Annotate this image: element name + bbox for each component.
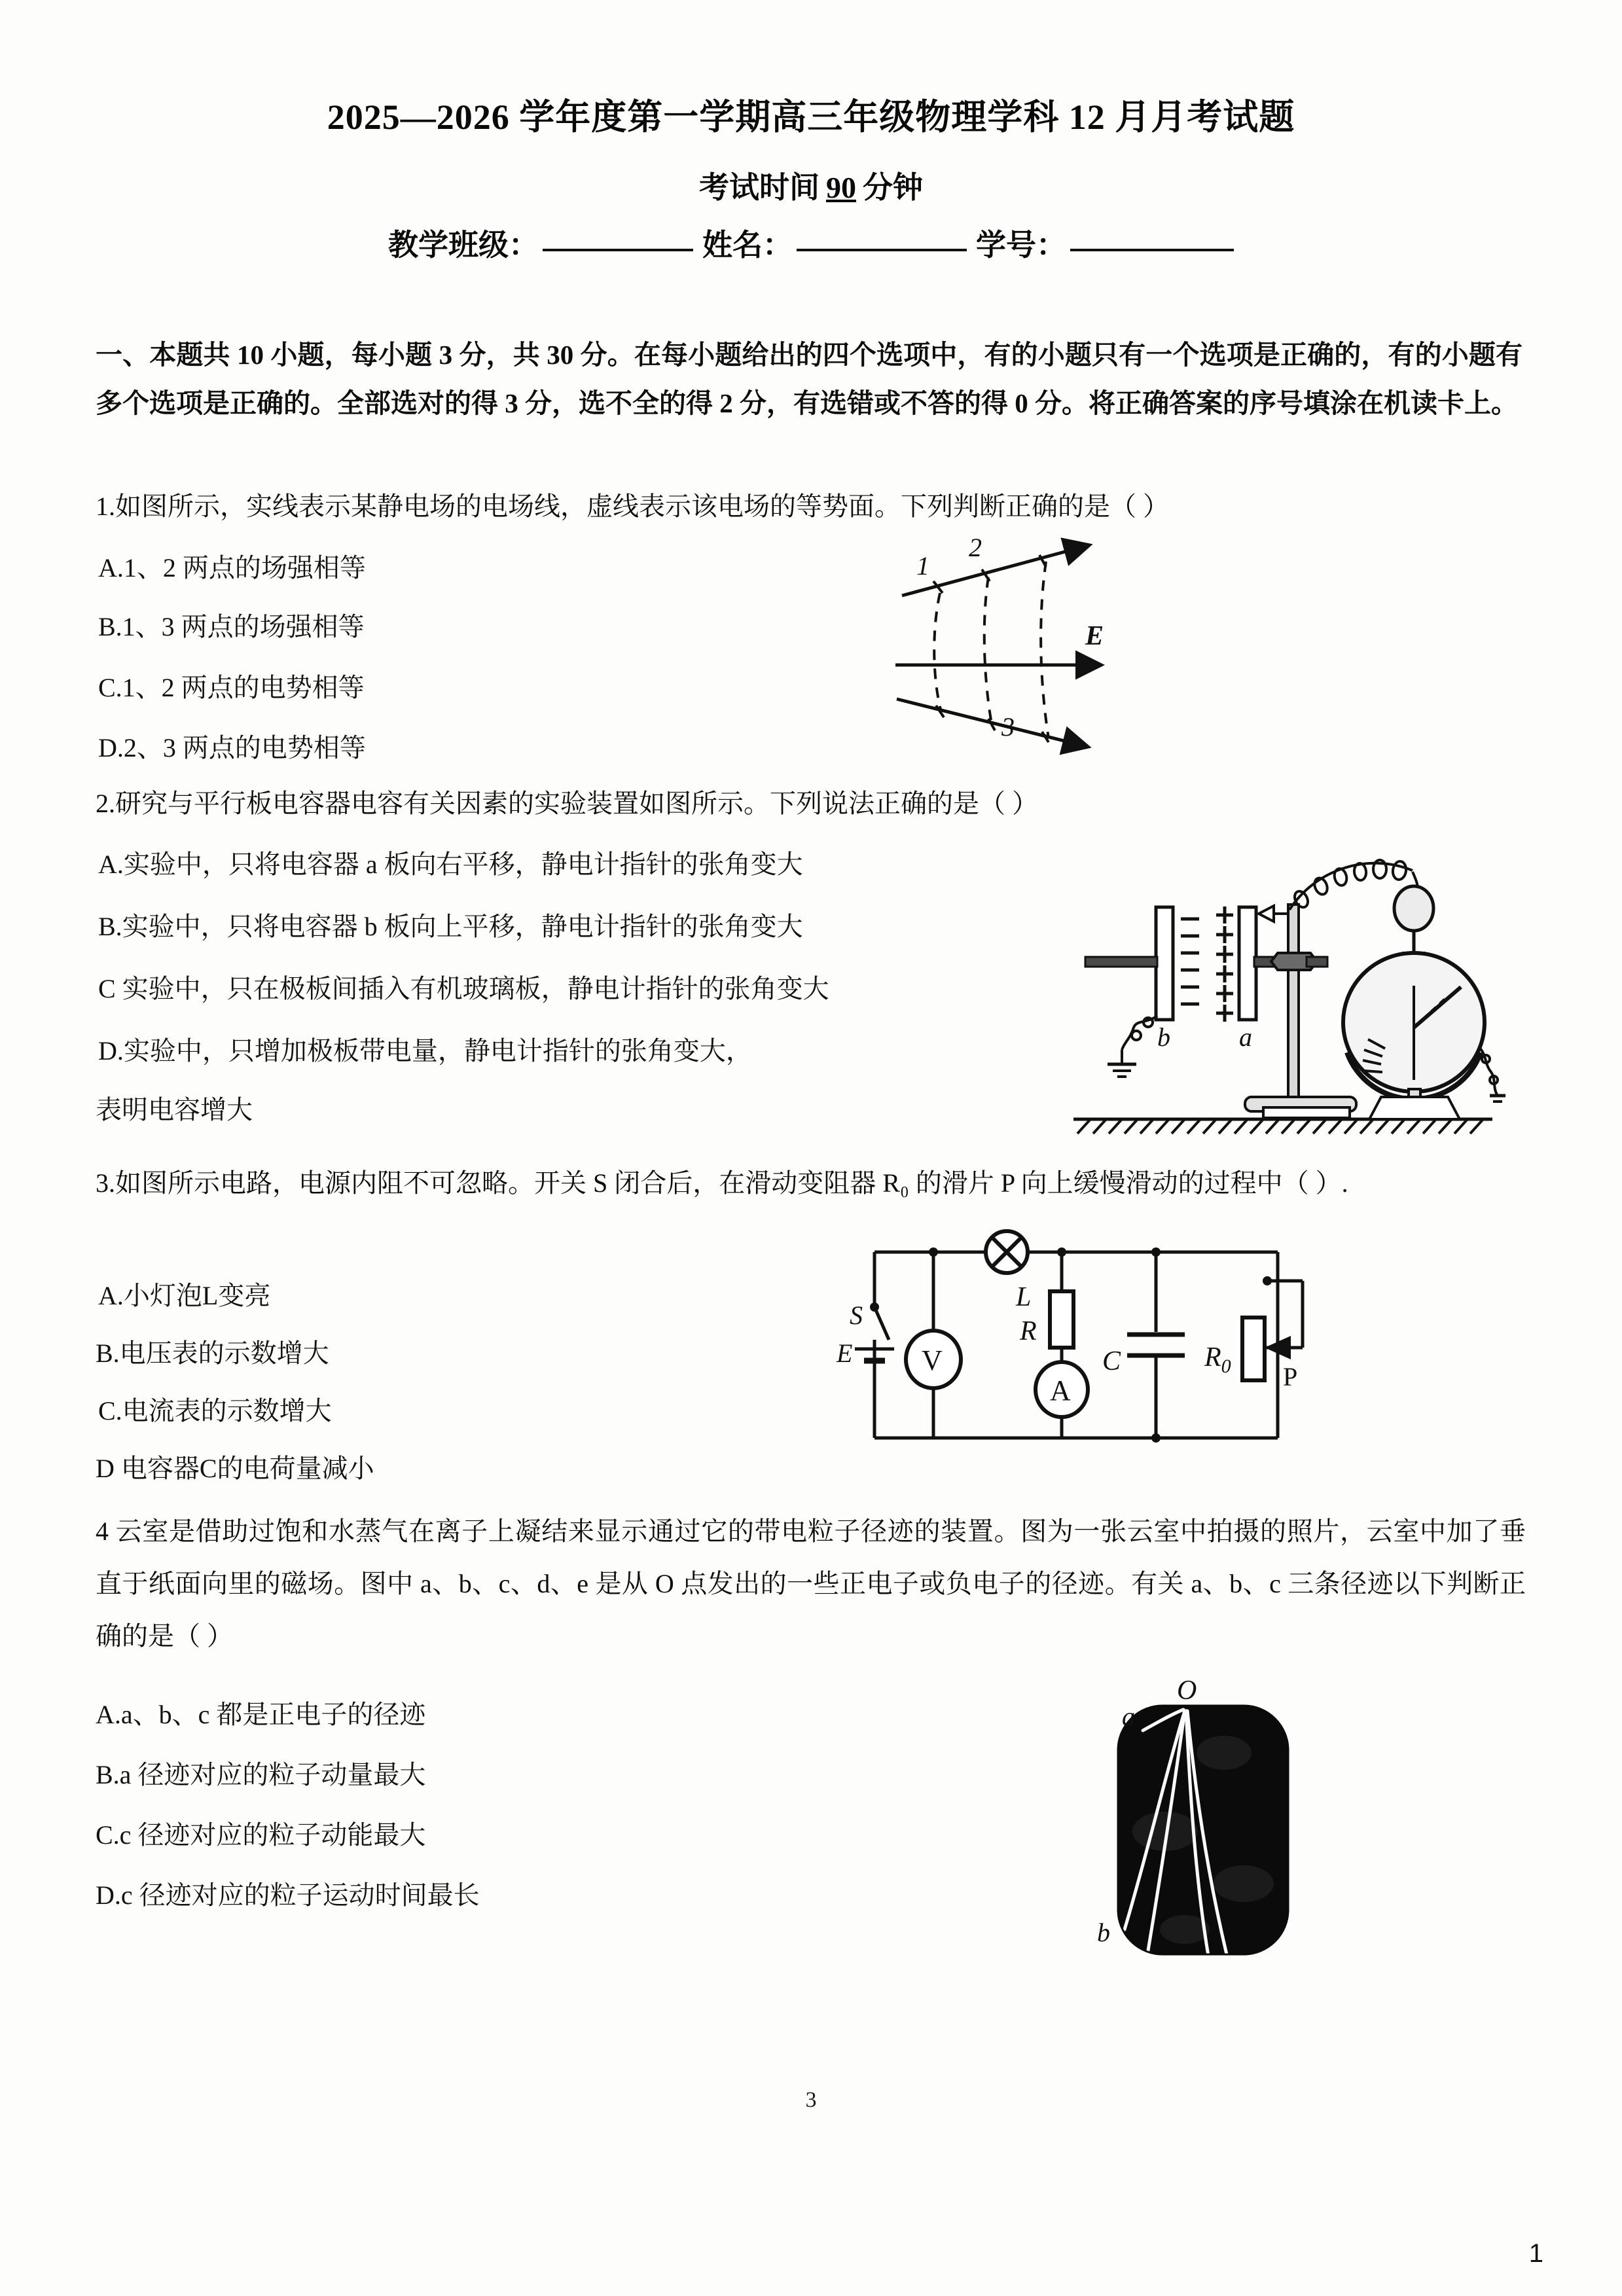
svg-text:S: S	[850, 1300, 863, 1330]
svg-text:R0: $R_0$	[1204, 1342, 1231, 1377]
svg-text:a: a	[1122, 1702, 1135, 1731]
question-3-option-c[interactable]: C.电流表的示数增大	[98, 1396, 332, 1426]
svg-text:L: L	[1016, 1282, 1032, 1312]
corner-page-indicator: 1	[1528, 2239, 1543, 2268]
question-1-stem: 1.如图所示，实线表示某静电场的电场线，虚线表示该电场的等势面。下列判断正确的是（ ）	[96, 492, 1169, 521]
question-3-option-d[interactable]: D 电容器C的电荷量减小	[96, 1454, 374, 1483]
question-2-stem: 2.研究与平行板电容器电容有关因素的实验装置如图所示。下列说法正确的是（ ）	[96, 789, 1038, 818]
question-3-option-b[interactable]: B.电压表的示数增大	[96, 1338, 329, 1368]
svg-text:V: V	[922, 1344, 943, 1376]
class-blank-field[interactable]	[543, 248, 693, 251]
question-1-option-b[interactable]: B.1、3 两点的场强相等	[98, 612, 365, 641]
page-title: 2025—2026 学年度第一学期高三年级物理学科 12 月月考试题	[327, 98, 1295, 137]
svg-text:b: b	[1097, 1918, 1110, 1947]
question-1-option-d[interactable]: D.2、3 两点的电势相等	[98, 733, 366, 762]
exam-duration-suffix: 分钟	[863, 171, 923, 204]
svg-text:E: E	[837, 1338, 853, 1368]
svg-text:b: b	[1157, 1022, 1170, 1052]
student-id-label: 学号：	[976, 228, 1066, 262]
svg-text:E: E	[1085, 621, 1104, 651]
student-info-row	[0, 221, 1622, 264]
question-4-option-c[interactable]: C.c 径迹对应的粒子动能最大	[96, 1820, 426, 1850]
name-label: 姓名：	[702, 228, 793, 262]
question-4-stem: 4 云室是借助过饱和水蒸气在离子上凝结来显示通过它的带电粒子径迹的装置。图为一张云室中拍摄的照片，云室中加了垂直于纸面向里的磁场。图中 a、b、c、d、e 是从 O 点发出的一些正电子或负电子的径迹。有关 a、b、c 三条径迹以下判断正确的是（ ）	[96, 1516, 1526, 1651]
svg-text:1: 1	[916, 551, 929, 581]
circuit-diagram	[837, 1240, 1309, 1463]
svg-text:R: R	[1020, 1316, 1037, 1346]
svg-text:a: a	[1239, 1022, 1252, 1052]
parallel-plate-electroscope-apparatus	[1073, 831, 1505, 1139]
question-2-option-d-continuation: 表明电容增大	[96, 1095, 253, 1124]
svg-text:P: P	[1283, 1362, 1298, 1391]
question-4-option-b[interactable]: B.a 径迹对应的粒子动量最大	[96, 1760, 426, 1789]
footer-page-number: 3	[805, 2088, 817, 2112]
question-4-option-a[interactable]: A.a、b、c 都是正电子的径迹	[96, 1700, 426, 1729]
question-2-option-d[interactable]: D.实验中，只增加极板带电量，静电计指针的张角变大，	[98, 1036, 752, 1066]
exam-duration-line	[0, 164, 1622, 207]
exam-duration-value: 90	[826, 171, 856, 204]
question-3-option-a[interactable]: A.小灯泡L变亮	[98, 1281, 271, 1310]
section-one-instructions: 一、本题共 10 小题，每小题 3 分，共 30 分。在每小题给出的四个选项中，有的小题只有一个选项是正确的，有的小题有多个选项是正确的。全部选对的得 3 分，选不全的得 2 分，有选错或不答的得 0 分。将正确答案的序号填涂在机读卡上。	[96, 340, 1523, 418]
field-lines-equipotential-diagram	[890, 533, 1348, 753]
question-3-stem: 3.如图所示电路，电源内阻不可忽略。开关 S 闭合后，在滑动变阻器 R₀ 的滑片 P 向上缓慢滑动的过程中（ ）.	[96, 1168, 1348, 1198]
class-label: 教学班级：	[388, 228, 539, 262]
question-2-option-c[interactable]: C 实验中，只在极板间插入有机玻璃板，静电计指针的张角变大	[98, 974, 829, 1003]
svg-text:C: C	[1102, 1346, 1121, 1376]
question-4-option-d[interactable]: D.c 径迹对应的粒子运动时间最长	[96, 1880, 480, 1910]
question-1-option-a[interactable]: A.1、2 两点的场强相等	[98, 553, 366, 583]
svg-text:2: 2	[969, 533, 982, 562]
svg-text:O: O	[1177, 1676, 1197, 1706]
student-id-blank-field[interactable]	[1070, 248, 1234, 251]
svg-text:3: 3	[1001, 712, 1015, 742]
name-blank-field[interactable]	[797, 248, 967, 251]
svg-text:A: A	[1050, 1374, 1071, 1407]
question-1-option-c[interactable]: C.1、2 两点的电势相等	[98, 673, 365, 702]
question-2-option-a[interactable]: A.实验中，只将电容器 a 板向右平移，静电计指针的张角变大	[98, 850, 803, 879]
question-2-option-b[interactable]: B.实验中，只将电容器 b 板向上平移，静电计指针的张角变大	[98, 912, 803, 941]
cloud-chamber-photo	[1087, 1668, 1368, 1982]
exam-duration-prefix: 考试时间	[699, 171, 820, 204]
